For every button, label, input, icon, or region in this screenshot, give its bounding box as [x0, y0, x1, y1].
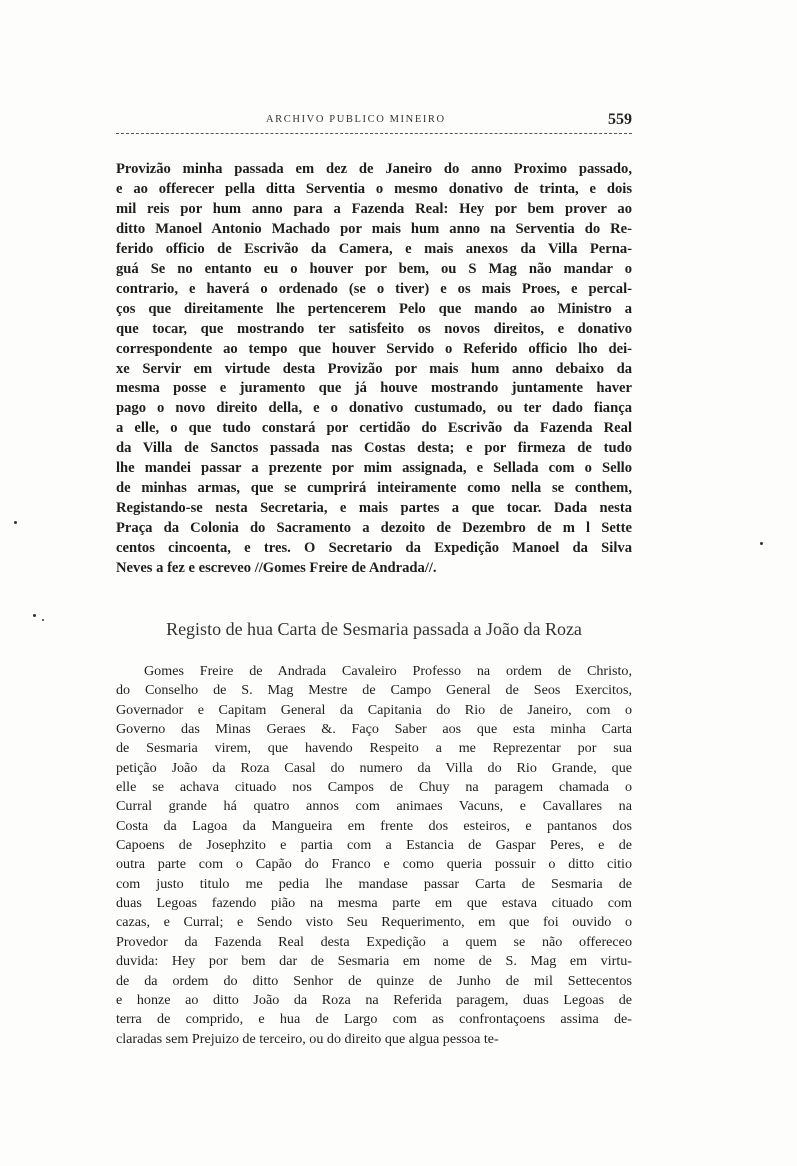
- text-line: duas Legoas fazendo pião na mesma parte em que estava cituado com: [116, 895, 632, 912]
- text-line: Provedor da Fazenda Real desta Expedição a quem se não offereceo: [116, 933, 632, 950]
- text-line: mil reis por hum anno para a Fazenda Real: Hey por bem prover ao: [116, 200, 632, 217]
- running-header: [116, 111, 632, 136]
- text-line: xe Servir em virtude desta Provizão por mais hum anno debaixo da: [116, 360, 632, 377]
- text-line: Capoens de Josephzito e partia com a Estancia de Gaspar Peres, e de: [116, 837, 632, 854]
- text-line: duvida: Hey por bem dar de Sesmaria em nome de S. Mag em virtu-: [116, 953, 632, 970]
- text-line: ditto Manoel Antonio Machado por mais hum anno na Serventia do Re-: [116, 220, 632, 237]
- text-line: cazas, e Curral; e Sendo visto Seu Requerimento, em que foi ouvido o: [116, 914, 632, 931]
- text-line: terra de comprido, e hua de Largo com as confrontaçoens assima de-: [116, 1011, 632, 1028]
- scan-speck: [42, 619, 44, 621]
- text-line: de minhas armas, que se cumprirá inteiramente como nella se conthem,: [116, 480, 632, 497]
- text-line: que tocar, que mostrando ter satisfeito os novos direitos, e donativo: [116, 320, 632, 337]
- running-header-title: ARCHIVO PUBLICO MINEIRO: [266, 114, 446, 125]
- text-line: do Conselho de S. Mag Mestre de Campo General de Seos Exercitos,: [116, 682, 632, 699]
- text-line: guá Se no entanto eu o houver por bem, ou S Mag não mandar o: [116, 260, 632, 277]
- text-line: Neves a fez e escreveo //Gomes Freire de Andrada//.: [116, 560, 437, 577]
- scan-speck: [760, 542, 763, 545]
- text-line: Praça da Colonia do Sacramento a dezoito de Dezembro de m l Sette: [116, 520, 632, 537]
- paragraph-provizao: [116, 160, 632, 579]
- text-line: mesma posse e juramento que já houve mostrando juntamente haver: [116, 380, 632, 397]
- text-line: de Sesmaria virem, que havendo Respeito a me Reprezentar por sua: [116, 740, 632, 757]
- text-line: elle se achava cituado nos Campos de Chuy na paragem chamada o: [116, 779, 632, 796]
- text-line: Curral grande há quatro annos com animaes Vacuns, e Cavallares na: [116, 798, 632, 815]
- text-line: Governo das Minas Geraes &. Faço Saber aos que esta minha Carta: [116, 721, 632, 738]
- text-line: petição João da Roza Casal do numero da Villa do Rio Grande, que: [116, 759, 632, 776]
- text-line: e honze ao ditto João da Roza na Referida paragem, duas Legoas de: [116, 991, 632, 1008]
- text-line: centos cincoenta, e tres. O Secretario da Expedição Manoel da Silva: [116, 540, 632, 557]
- text-line: Registando-se nesta Secretaria, e mais partes a que tocar. Dada nesta: [116, 500, 632, 517]
- text-line: claradas sem Prejuizo de terceiro, ou do direito que algua pessoa te-: [116, 1030, 499, 1047]
- text-line: com justo titulo me pedia lhe mandase passar Carta de Sesmaria de: [116, 875, 632, 892]
- text-line: lhe mandei passar a prezente por mim assignada, e Sellada com o Sello: [116, 460, 632, 477]
- text-line: a elle, o que tudo constará por certidão do Escrivão da Fazenda Real: [116, 420, 632, 437]
- text-line: ferido officio de Escrivão da Camera, e mais anexos da Villa Perna-: [116, 240, 632, 257]
- paragraph-carta-de-sesmaria: [116, 662, 632, 1049]
- text-line: de da ordem do ditto Senhor de quinze de Junho de mil Settecentos: [116, 972, 632, 989]
- page-number: 559: [608, 111, 632, 128]
- text-line: Gomes Freire de Andrada Cavaleiro Professo na ordem de Christo,: [144, 663, 632, 679]
- header-rule: [116, 133, 632, 134]
- text-line: ços que direitamente lhe pertencerem Pelo que mando ao Ministro a: [116, 300, 632, 317]
- text-line: Governador e Capitam General da Capitania do Rio de Janeiro, com o: [116, 701, 632, 718]
- text-line: pago o novo direito della, e o donativo custumado, ou ter dado fiança: [116, 400, 632, 417]
- text-line: outra parte com o Capão do Franco e como queria possuir o ditto citio: [116, 856, 632, 873]
- text-line: correspondente ao tempo que houver Servido o Referido officio lho dei-: [116, 340, 632, 357]
- text-line: Costa da Lagoa da Mangueira em frente dos esteiros, e pantanos dos: [116, 817, 632, 834]
- scan-speck: [33, 614, 36, 617]
- section-heading: Registo de hua Carta de Sesmaria passada a João da Roza: [166, 619, 582, 639]
- text-line: e ao offerecer pella ditta Serventia o mesmo donativo de trinta, e dois: [116, 180, 632, 197]
- text-line: da Villa de Sanctos passada nas Costas desta; e por firmeza de tudo: [116, 440, 632, 457]
- scan-speck: [14, 521, 17, 524]
- text-line: contrario, e haverá o ordenado (se o tiver) e os mais Proes, e percal-: [116, 280, 632, 297]
- text-line: Provizão minha passada em dez de Janeiro do anno Proximo passado,: [116, 161, 632, 177]
